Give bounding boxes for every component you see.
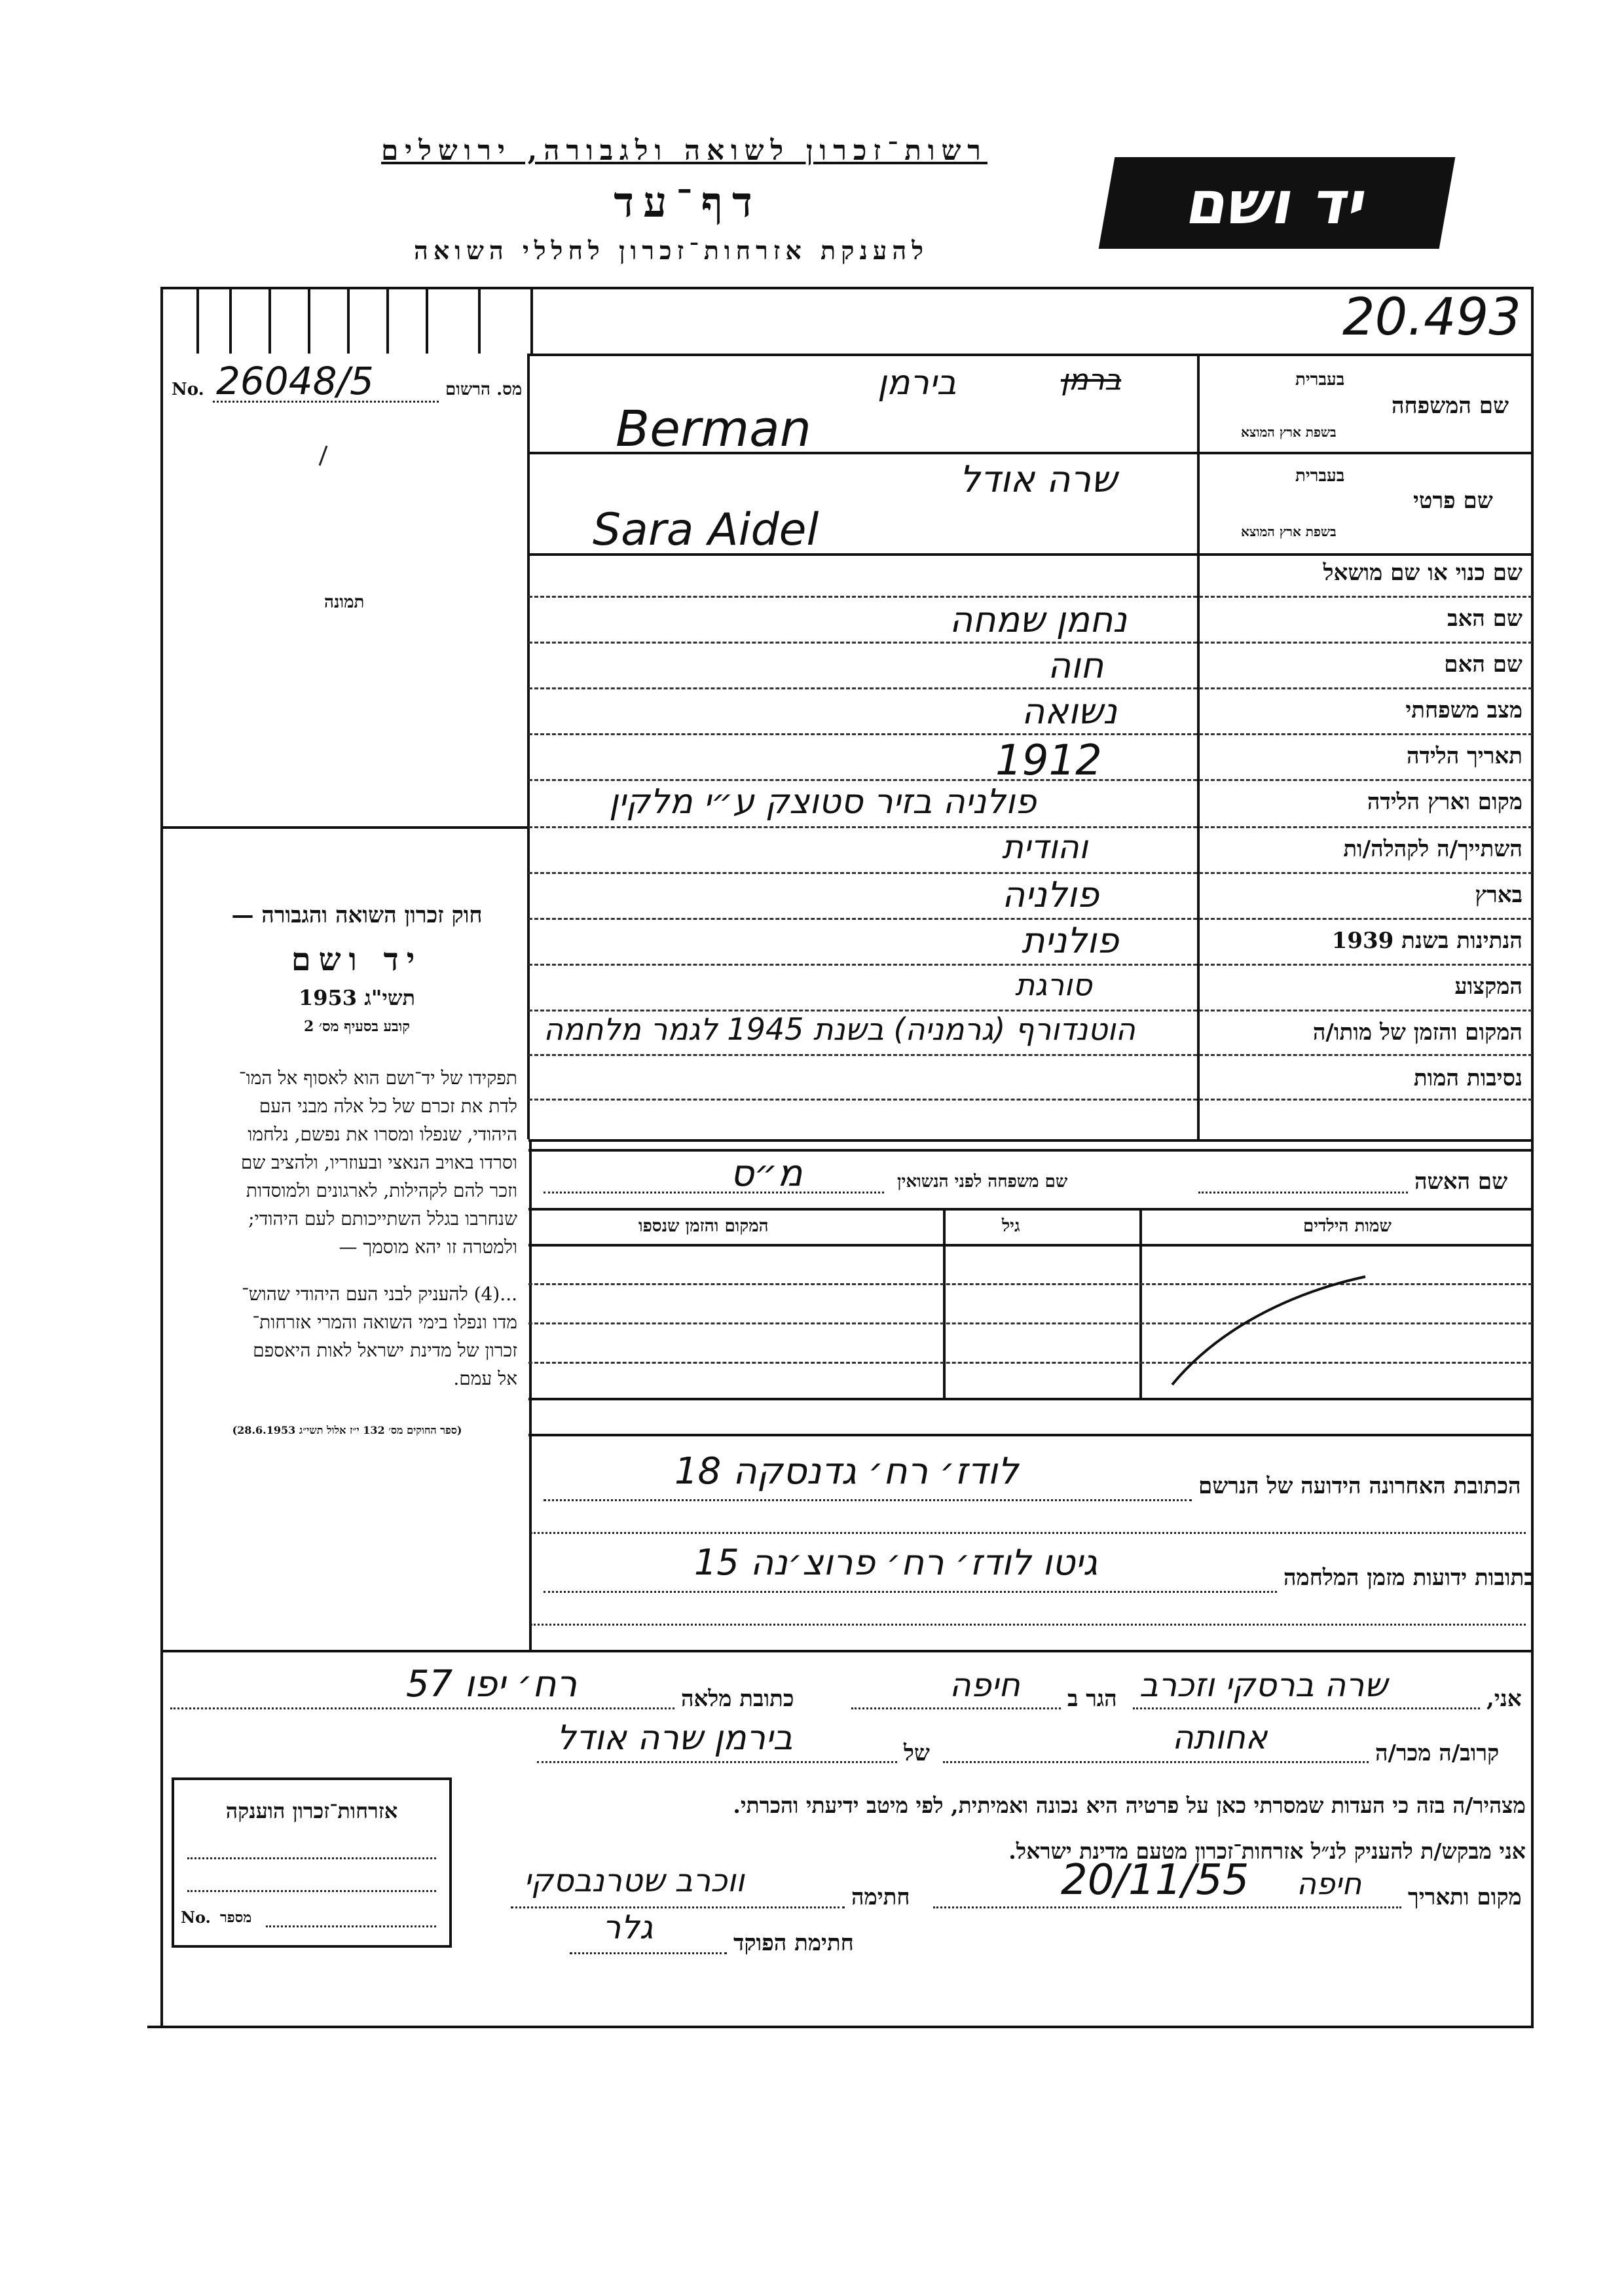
- law-year: תשי"ג 1953: [299, 985, 415, 1010]
- children-age-header: גיל: [1002, 1216, 1020, 1236]
- first-name-hebrew-value: שרה אודל: [959, 458, 1117, 501]
- country-value: פולניה: [1002, 874, 1099, 915]
- signature-label: חתימה: [851, 1884, 910, 1910]
- declarant-label: אני,: [1486, 1686, 1522, 1712]
- last-address-label: הכתובת האחרונה הידועה של הנרשם: [1198, 1473, 1521, 1499]
- father-name-value: נחמן שמחה: [950, 599, 1127, 640]
- last-address-value: לודז׳ רח׳ גדנסקה 18: [674, 1450, 1019, 1493]
- family-name-hebrew-value: בירמן: [877, 363, 957, 403]
- form-right-border: [1531, 287, 1534, 2026]
- first-name-latin-value: Sara Aidel: [593, 504, 819, 556]
- left-column-divider: [527, 354, 530, 1139]
- page-title: דף־עד: [614, 178, 762, 227]
- relation-of-label: של: [904, 1740, 930, 1766]
- law-name: יד ושם: [291, 941, 423, 978]
- birth-place-value: פולניה בזיר סטוצק ע״י מלקין: [609, 782, 1037, 822]
- death-place-label: המקום והזמן של מותו/ה: [1312, 1019, 1522, 1046]
- law-line: היהודי, שנפלו ומסרו את נפשם, נלחמו: [248, 1123, 517, 1145]
- family-name-latin-value: Berman: [616, 399, 811, 458]
- family-name-label: שם המשפחה: [1392, 393, 1509, 419]
- form-left-border: [160, 287, 163, 2026]
- death-place-value: הוטנדורף (גרמניה) בשנת 1945 לגמר מלחמה: [544, 1011, 1135, 1047]
- logo-text: יד ושם: [1181, 168, 1373, 238]
- children-names-header: שמות הילדים: [1303, 1216, 1392, 1236]
- law-line: שנחרבו בגלל השתייכותם לעם היהודי;: [248, 1208, 517, 1230]
- stamp-box-number-label: מספר: [220, 1909, 252, 1926]
- law-line: תפקידו של יד־ושם הוא לאסוף אל המו־: [238, 1067, 517, 1089]
- first-name-label: שם פרטי: [1413, 488, 1493, 514]
- resides-value: חיפה: [950, 1666, 1020, 1704]
- place-date-label: מקום ותאריך: [1408, 1884, 1522, 1910]
- law-line: זכרון של מדינת ישראל לאות היאספם: [253, 1339, 517, 1361]
- law-line: ולמטרה זו יהא מוסמך —: [339, 1236, 517, 1258]
- resides-label: הגר ב: [1067, 1686, 1117, 1712]
- community-value: והודית: [1002, 828, 1088, 866]
- law-line: וזכר להם לקהילות, לארגונים ולמוסדות: [246, 1180, 517, 1201]
- family-name-hebrew-label: בעברית: [1295, 370, 1345, 390]
- birth-date-value: 1912: [995, 737, 1102, 785]
- father-name-label: שם האב: [1447, 606, 1522, 632]
- officer-signature-label: חתימת הפוקד: [733, 1930, 854, 1956]
- citizenship-label: הנתינות בשנת 1939: [1331, 928, 1522, 954]
- header-subtitle: להענקת אזרחות־זכרון לחללי השואה: [413, 236, 929, 265]
- law-title: חוק זכרון השואה והגבורה —: [231, 902, 483, 928]
- law-line: ...(4) להעניק לבני העם היהודי שהוש־: [242, 1283, 517, 1305]
- citizenship-value: פולנית: [1022, 920, 1119, 961]
- photo-label: תמונה: [324, 592, 365, 612]
- profession-label: המקצוע: [1454, 974, 1522, 1000]
- war-address-label: כתובות ידועות מזמן המלחמה: [1283, 1565, 1535, 1591]
- archive-number: 20.493: [1342, 288, 1521, 347]
- wife-name-label: שם האשה: [1414, 1169, 1508, 1195]
- law-clause: קובע בסעיף מס׳ 2: [303, 1018, 411, 1035]
- children-cancel-stroke: [1166, 1264, 1375, 1394]
- place-value: חיפה: [1297, 1866, 1362, 1901]
- date-value: 20/11/55: [1061, 1856, 1249, 1904]
- label-column-divider: [1197, 354, 1200, 1139]
- relation-label: קרוב/ה מכר/ה: [1375, 1740, 1500, 1766]
- marital-status-value: נשואה: [1022, 691, 1117, 732]
- declarant-value: שרה ברסקי וזכרב: [1139, 1666, 1388, 1704]
- stamp-box-title: אזרחות־זכרון הוענקה: [225, 1798, 398, 1823]
- registration-value: 26048/5: [216, 359, 374, 403]
- declaration-statement: מצהיר/ה בזה כי העדות שמסרתי כאן על פרטיה היא נכונה ואמיתית, לפי מיטב ידיעתי והכרתי.: [733, 1793, 1526, 1818]
- header-authority-line: רשות־זכרון לשואה ולגבורה, ירושלים: [381, 134, 987, 166]
- family-name-struck-value: ברמן: [1061, 363, 1122, 397]
- birth-date-label: תאריך הלידה: [1406, 743, 1522, 769]
- photo-box-bottom: [162, 826, 528, 829]
- registration-label: מס. הרשום: [445, 380, 523, 399]
- citizenship-stamp-box: [172, 1777, 452, 1948]
- law-line: מדו ונפלו בימי השואה והמרי אזרחות־: [252, 1311, 517, 1333]
- request-statement: אני מבקש/ת להעניק לנ״ל אזרחות־זכרון מטעם מדינת ישראל.: [1008, 1838, 1526, 1864]
- first-name-hebrew-label: בעברית: [1295, 466, 1345, 486]
- stamp-box-no: No.: [181, 1908, 211, 1927]
- law-line: לדת את זכרם של כל אלה מבני העם: [259, 1095, 517, 1117]
- mother-name-label: שם האם: [1444, 651, 1522, 678]
- relation-of-value: בירמן שרה אודל: [557, 1719, 793, 1758]
- maiden-name-label: שם משפחה לפני הנשואין: [897, 1172, 1068, 1192]
- full-address-value: רח׳ יפו 57: [406, 1663, 578, 1705]
- lower-left-divider: [529, 1139, 532, 1650]
- law-line: אל עמם.: [453, 1368, 517, 1389]
- law-citation: (ספר החוקים מס׳ 132 י״ז אלול תשי״ג 28.6.1953): [232, 1424, 462, 1436]
- registration-no: No.: [172, 380, 204, 399]
- yad-vashem-logo: [1099, 157, 1456, 249]
- law-line: וסרדו באויב הנאצי ובעוזריו, ולהציב שם: [240, 1152, 517, 1173]
- officer-signature-value: גלר: [602, 1908, 654, 1946]
- maiden-name-value: מ״ס: [730, 1152, 803, 1195]
- children-fate-header: המקום והזמן שנספו: [638, 1216, 769, 1236]
- first-name-origin-label: בשפת ארץ המוצא: [1241, 524, 1337, 539]
- profession-value: סורגת: [1015, 967, 1092, 1002]
- mother-name-value: חוה: [1048, 645, 1104, 686]
- country-label: בארץ: [1475, 882, 1522, 908]
- marital-status-label: מצב משפחתי: [1405, 697, 1522, 723]
- form-bottom-border: [147, 2026, 1534, 2028]
- community-label: השתייך/ה לקהלה/ות: [1343, 836, 1522, 862]
- family-name-origin-label: בשפת ארץ המוצא: [1241, 424, 1337, 440]
- death-circumstances-label: נסיבות המות: [1413, 1065, 1522, 1091]
- form-top-border: [160, 287, 1532, 289]
- nickname-label: שם כנוי או שם מושאל: [1323, 560, 1522, 586]
- birth-place-label: מקום וארץ הלידה: [1367, 789, 1522, 815]
- full-address-label: כתובת מלאה: [681, 1686, 794, 1712]
- signature-value: ווכרב שטרנבסקי: [524, 1863, 745, 1899]
- relation-value: אחותה: [1172, 1719, 1268, 1757]
- war-address-value: גיטו לודז׳ רח׳ פרוצ׳נה 15: [694, 1542, 1098, 1583]
